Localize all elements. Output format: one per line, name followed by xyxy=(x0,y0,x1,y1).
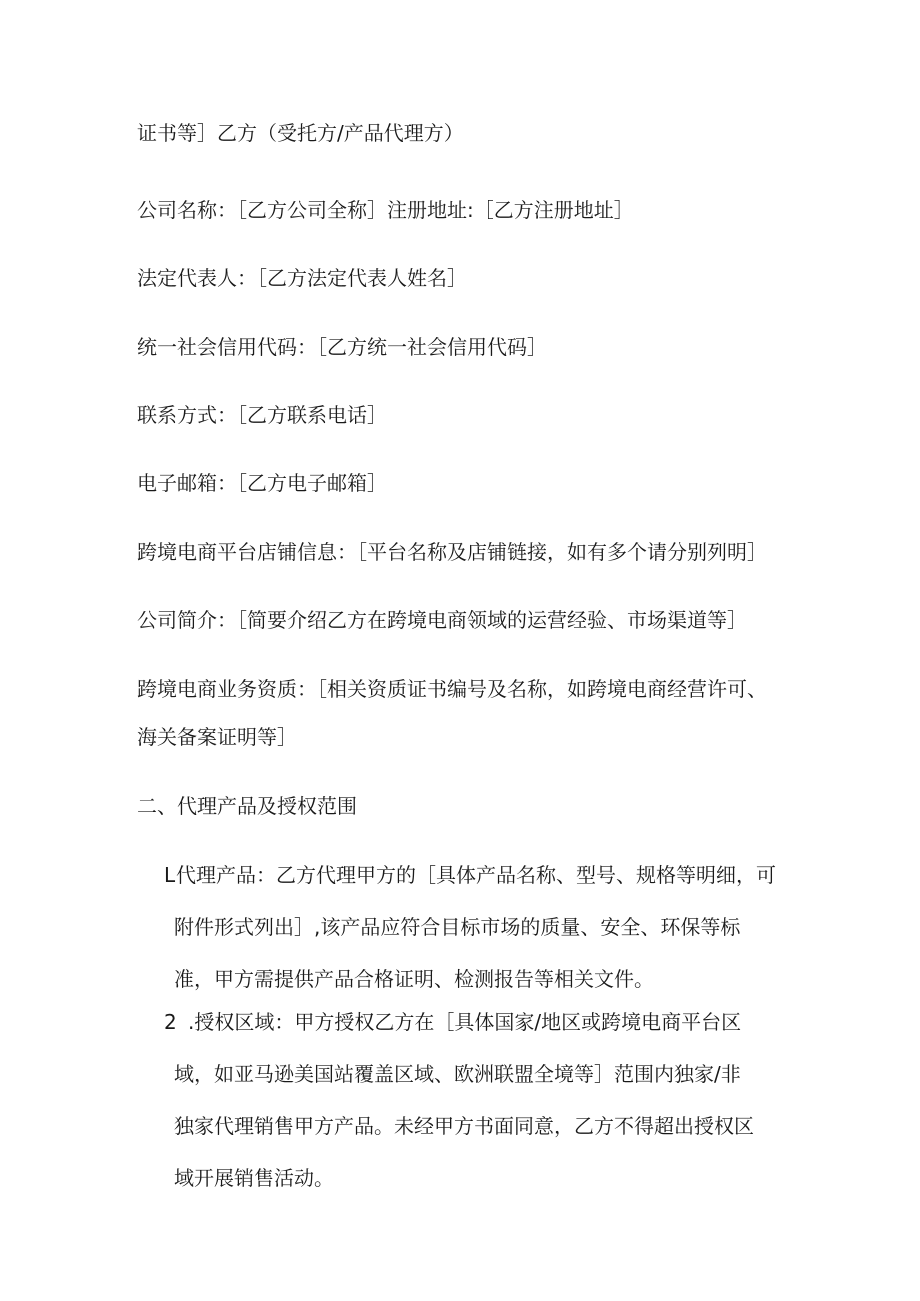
list-item-row: 域，如亚马逊美国站覆盖区域、欧洲联盟全境等］范围内独家/非 xyxy=(174,1062,741,1086)
legal-representative-line: 法定代表人：［乙方法定代表人姓名］ xyxy=(137,266,467,290)
list-item-row: 域开展销售活动。 xyxy=(174,1166,334,1190)
list-item-row: 独家代理销售甲方产品。未经甲方书面同意，乙方不得超出授权区 xyxy=(174,1114,754,1138)
list-item-text xyxy=(174,996,828,1204)
list-item-text xyxy=(176,849,816,1005)
credit-code-line: 统一社会信用代码：［乙方统一社会信用代码］ xyxy=(137,335,547,359)
qualification-line: 跨境电商业务资质：［相关资质证书编号及名称，如跨境电商经营许可、 xyxy=(137,677,767,701)
section-two-heading: 二、代理产品及授权范围 xyxy=(137,794,357,818)
company-intro-line: 公司简介：［简要介绍乙方在跨境电商领域的运营经验、市场渠道等］ xyxy=(137,608,747,632)
party-b-heading: 证书等］乙方（受托方/产品代理方） xyxy=(137,121,464,145)
list-item-row: 代理产品：乙方代理甲方的［具体产品名称、型号、规格等明细，可 xyxy=(176,863,776,887)
company-name-line: 公司名称：［乙方公司全称］注册地址:［乙方注册地址］ xyxy=(137,198,634,222)
qualification-line-cont: 海关备案证明等］ xyxy=(137,725,297,749)
list-item-number: L xyxy=(164,863,176,887)
list-item-row: 附件形式列出］,该产品应符合目标市场的质量、安全、环保等标 xyxy=(174,915,741,939)
list-item-row: .授权区域：甲方授权乙方在［具体国家/地区或跨境电商平台区 xyxy=(188,1010,742,1034)
store-info-line: 跨境电商平台店铺信息：［平台名称及店铺链接，如有多个请分别列明］ xyxy=(137,540,767,564)
email-line: 电子邮箱：［乙方电子邮箱］ xyxy=(137,471,387,495)
list-item-row: 准，甲方需提供产品合格证明、检测报告等相关文件。 xyxy=(174,967,654,991)
contact-line: 联系方式：［乙方联系电话］ xyxy=(137,403,387,427)
list-item-number: 2 xyxy=(164,1010,177,1034)
